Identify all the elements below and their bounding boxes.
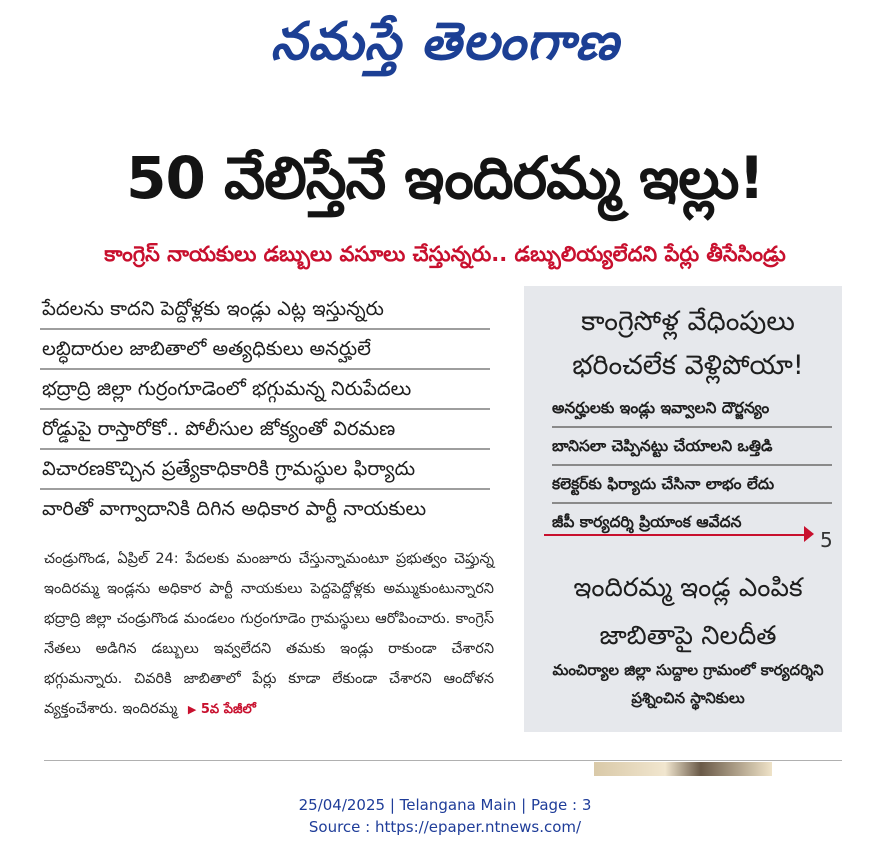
sidebar-point: కలెక్టర్‌కు ఫిర్యాదు చేసినా లాభం లేదు	[552, 466, 832, 504]
arrow-right-icon	[804, 526, 814, 542]
sidebar-box	[524, 286, 842, 732]
footer	[0, 794, 890, 838]
sidebar-points	[552, 390, 832, 540]
divider	[44, 760, 842, 761]
deck-line: భద్రాద్రి జిల్లా గుర్రంగూడెంలో భగ్గుమన్న నిరుపేదలు	[40, 370, 490, 410]
deck-line: రోడ్డుపై రాస్తారోకో.. పోలీసుల జోక్యంతో విరమణ	[40, 410, 490, 450]
article-body	[44, 544, 494, 725]
page-ref-number[interactable]: 5	[820, 528, 833, 552]
headline: 50 వేలిస్తేనే ఇందిరమ్మ ఇల్లు!	[126, 144, 764, 212]
sidebar-point: బానిసలా చెప్పినట్టు చేయాలని ఒత్తిడి	[552, 428, 832, 466]
sidebar-subline: మంచిర్యాల జిల్లా సుద్దాల గ్రామంలో కార్యదర్శిని ప్రశ్నించిన స్థానికులు	[552, 661, 824, 707]
photo-strip	[594, 762, 772, 776]
deck-lines	[40, 290, 490, 528]
deck-line: లబ్ధిదారుల జాబితాలో అత్యధికులు అనర్హులే	[40, 330, 490, 370]
footer-edition: 25/04/2025 | Telangana Main | Page : 3	[298, 796, 592, 814]
masthead-logo: నమస్తే తెలంగాణ	[270, 11, 620, 72]
deck-line: వారితో వాగ్వాదానికి దిగిన అధికార పార్టీ నాయకులు	[42, 497, 427, 520]
continued-link[interactable]	[188, 702, 256, 717]
deck-line: పేదలను కాదని పెద్దోళ్లకు ఇండ్లు ఎట్ల ఇస్తున్నరు	[40, 290, 490, 330]
sidebar-point: జీపీ కార్యదర్శి ప్రియాంక ఆవేదన	[552, 513, 742, 531]
masthead	[0, 4, 890, 82]
sidebar-headline: కాంగ్రెసోళ్ల వేధింపులు భరించలేక వెళ్లిపోయా!	[572, 306, 804, 381]
article-body-text: చండ్రుగొండ, ఏప్రిల్ 24: పేదలకు మంజూరు చేస్తున్నామంటూ ప్రభుత్వం చెప్తున్న ఇందిరమ్మ ఇండ్లను అధికార పార్టీ నాయకులు పెద్దపెద్దోళ్లకు అమ్ముకుంటున్నారని భద్రాద్రి జిల్లా చండ్రుగొండ మండలం గుర్రంగూడెం గ్రామస్థులు ఆరోపించారు. కాంగ్రెస్ నేతలు అడిగిన డబ్బులు ఇవ్వలేదని తమకు ఇండ్లు రాకుండా చేశారని భగ్గుమన్నారు. చివరికి జాబితాలో పేర్లు కూడా లేకుండా చేశారని ఆందోళన వ్యక్తంచేశారు. ఇందిరమ్మ	[44, 551, 494, 717]
sidebar-headline-2: ఇందిరమ్మ ఇండ్ల ఎంపిక జాబితాపై నిలదీత	[573, 573, 803, 651]
subheadline: కాంగ్రెస్ నాయకులు డబ్బులు వసూలు చేస్తున్నరు.. డబ్బులియ్యలేదని పేర్లు తీసేసిండ్రు	[104, 242, 786, 266]
footer-source[interactable]: Source : https://epaper.ntnews.com/	[308, 818, 582, 836]
deck-line: విచారణకొచ్చిన ప్రత్యేకాధికారికి గ్రామస్థుల ఫిర్యాదు	[40, 450, 490, 490]
triangle-right-icon: ▶	[187, 703, 197, 716]
continued-label: 5వ పేజీలో	[200, 702, 256, 717]
sidebar-point: అనర్హులకు ఇండ్లు ఇవ్వాలని దౌర్జన్యం	[552, 390, 832, 428]
page-ref-line	[544, 534, 806, 536]
